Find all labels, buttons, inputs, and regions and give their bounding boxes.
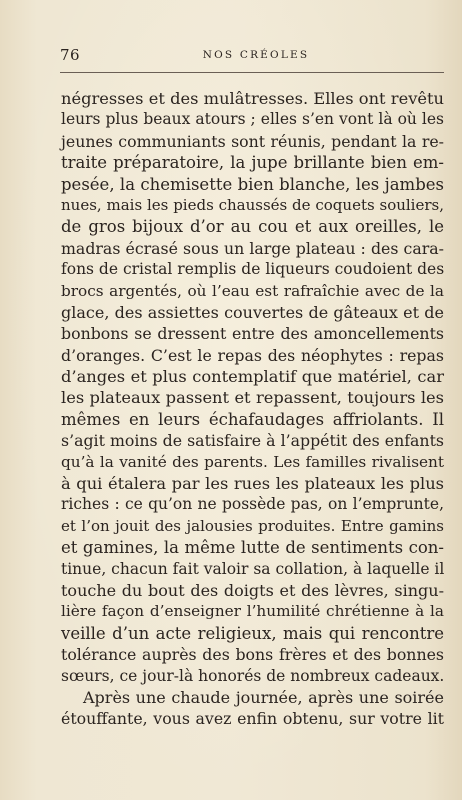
text-line: tinue, chacun fait valoir sa collation, à laquelle il	[61, 559, 445, 578]
text-line: bonbons se dressent entre des amoncellements	[61, 324, 444, 344]
text-line: s’agit moins de satisfaire à l’appétit des enfants	[61, 431, 444, 451]
text-line: sœurs, ce jour-là honorés de nombreux cadeaux.	[61, 666, 445, 685]
header-rule	[60, 72, 444, 73]
text-line: Après une chaude journée, après une soirée	[83, 687, 444, 707]
text-line: et l’on jouit des jalousies produites. Entre gamins	[61, 516, 444, 535]
page-number: 76	[60, 46, 81, 64]
text-line: à qui étalera par les rues les plateaux les plus	[61, 474, 444, 494]
text-line: touche du bout des doigts et des lèvres, singu-	[61, 580, 444, 600]
text-line: négresses et des mulâtresses. Elles ont revêtu	[61, 89, 444, 108]
text-line: riches : ce qu’on ne possède pas, on l’emprunte,	[61, 495, 444, 514]
text-line: tolérance auprès des bons frères et des bonnes	[61, 645, 444, 665]
text-line: fons de cristal remplis de liqueurs coudoient des	[61, 260, 445, 279]
running-head: NOS CRÉOLES	[202, 49, 310, 61]
text-line: traite préparatoire, la jupe brillante bien em-	[61, 153, 444, 173]
text-line: étouffante, vous avez enfin obtenu, sur votre lit	[61, 709, 444, 729]
body-text	[61, 88, 444, 730]
page-header	[60, 46, 444, 66]
text-line: veille d’un acte religieux, mais qui rencontre	[61, 623, 444, 643]
text-line: mêmes en leurs échafaudages affriolants. Il	[61, 409, 444, 429]
text-line: et gamines, la même lutte de sentiments con-	[61, 538, 444, 558]
text-line: de gros bijoux d’or au cou et aux oreilles, le	[61, 217, 444, 237]
text-line: glace, des assiettes couvertes de gâteaux et de	[61, 302, 444, 322]
text-line: qu’à la vanité des parents. Les familles rivalisent	[61, 452, 444, 471]
text-line: d’oranges. C’est le repas des néophytes : repas	[61, 345, 444, 365]
text-line: madras écrasé sous un large plateau : des cara-	[61, 238, 444, 258]
text-line: nues, mais les pieds chaussés de coquets souliers,	[61, 195, 444, 214]
text-line: d’anges et plus contemplatif que matériel, car	[61, 367, 444, 387]
text-line: lière façon d’enseigner l’humilité chrétienne à la	[61, 602, 444, 621]
text-line: brocs argentés, où l’eau est rafraîchie avec de la	[61, 281, 444, 300]
text-line: pesée, la chemisette bien blanche, les jambes	[61, 174, 444, 194]
text-line: les plateaux passent et repassent, toujours les	[61, 388, 444, 408]
text-line: jeunes communiants sont réunis, pendant la re-	[61, 131, 444, 151]
text-line: leurs plus beaux atours ; elles s’en vont là où les	[61, 110, 444, 129]
